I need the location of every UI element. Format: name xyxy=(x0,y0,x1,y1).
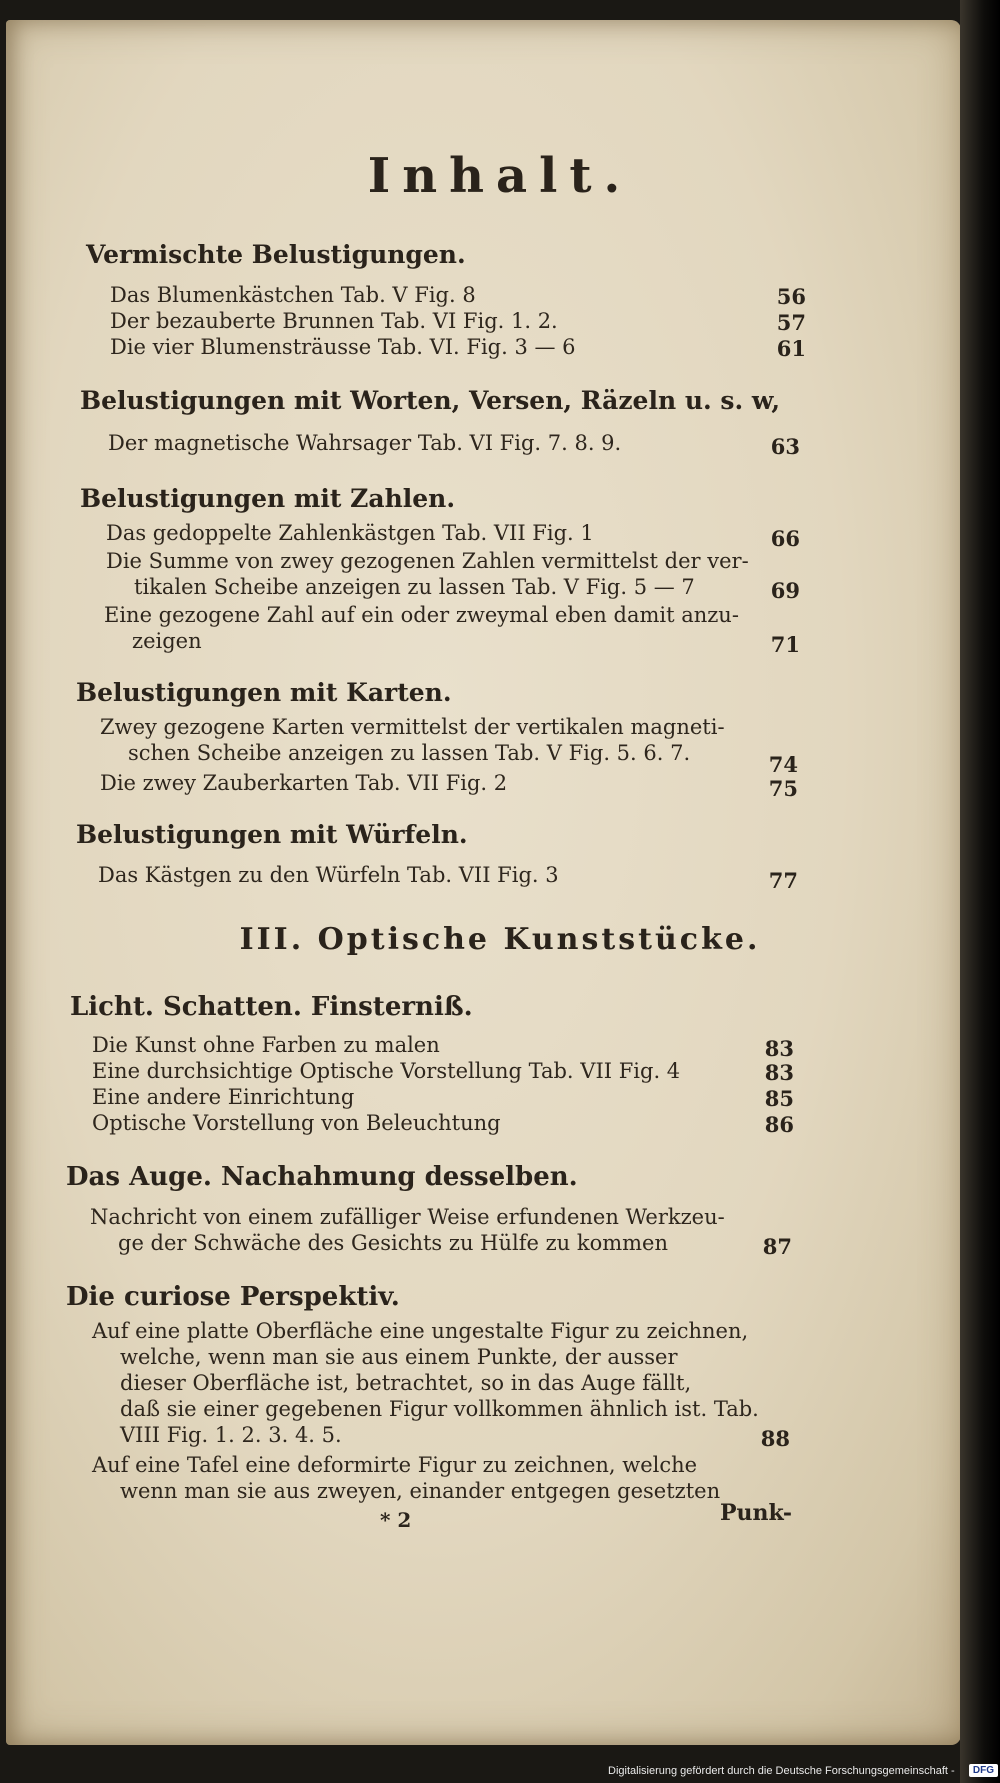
toc-entry xyxy=(106,520,594,546)
section-heading: Die curiose Perspektiv. xyxy=(66,1282,400,1312)
entry-text: Eine durchsichtige Optische Vorstellung Tab. VII Fig. 4 xyxy=(92,1059,681,1083)
page-number: 87 xyxy=(762,1234,792,1259)
entry-text-line: wenn man sie aus zweyen, einander entgegen gesetzten xyxy=(120,1479,721,1503)
toc-entry xyxy=(104,602,739,654)
toc-entry xyxy=(106,548,749,600)
section-heading: Belustigungen mit Zahlen. xyxy=(80,484,456,513)
page-number: 66 xyxy=(770,526,800,551)
entry-text: Das gedoppelte Zahlenkästgen Tab. VII Fig. 1 xyxy=(106,521,594,545)
entry-text: Die zwey Zauberkarten Tab. VII Fig. 2 xyxy=(100,771,508,795)
entry-text-line: Die Summe von zwey gezogenen Zahlen vermittelst der ver- xyxy=(106,549,749,573)
toc-entry xyxy=(100,770,507,796)
toc-entry xyxy=(92,1084,354,1110)
page-number: 86 xyxy=(764,1112,794,1137)
toc-entry xyxy=(92,1058,680,1084)
section-heading: Das Auge. Nachahmung desselben. xyxy=(66,1162,578,1192)
toc-entry xyxy=(92,1110,501,1136)
catchword: Punk- xyxy=(720,1500,793,1526)
entry-text-line: Eine gezogene Zahl auf ein oder zweymal eben damit anzu- xyxy=(104,603,739,627)
entry-text: Optische Vorstellung von Beleuchtung xyxy=(92,1111,501,1135)
page-number: 63 xyxy=(770,434,800,459)
entry-text-line: zeigen xyxy=(132,629,202,653)
page-number: 69 xyxy=(770,578,800,603)
page-number: 56 xyxy=(776,284,806,309)
entry-text-line: daß sie einer gegebenen Figur vollkommen ähnlich ist. Tab. xyxy=(120,1397,759,1421)
entry-text-line: Auf eine Tafel eine deformirte Figur zu zeichnen, welche xyxy=(92,1453,698,1477)
toc-entry xyxy=(110,334,576,360)
page-number: 61 xyxy=(776,336,806,361)
entry-text-line: Nachricht von einem zufälliger Weise erfundenen Werkzeu- xyxy=(90,1205,725,1229)
toc-entry xyxy=(98,862,559,888)
section-heading: Belustigungen mit Würfeln. xyxy=(76,820,468,849)
entry-text-line: schen Scheibe anzeigen zu lassen Tab. V Fig. 5. 6. 7. xyxy=(128,741,691,765)
entry-text: Die Kunst ohne Farben zu malen xyxy=(92,1033,440,1057)
toc-entry xyxy=(100,714,725,766)
entry-text-line: Auf eine platte Oberfläche eine ungestalte Figur zu zeichnen, xyxy=(92,1319,749,1343)
entry-text: Der magnetische Wahrsager Tab. VI Fig. 7. 8. 9. xyxy=(108,431,622,455)
entry-text-line: Zwey gezogene Karten vermittelst der vertikalen magneti- xyxy=(100,715,725,739)
book-edge xyxy=(960,0,1000,1783)
entry-text: Die vier Blumensträusse Tab. VI. Fig. 3 — 6 xyxy=(110,335,576,359)
section-heading: Vermischte Belustigungen. xyxy=(86,240,466,269)
entry-text-line: VIII Fig. 1. 2. 3. 4. 5. xyxy=(120,1423,342,1447)
dfg-logo: DFG xyxy=(969,1764,998,1777)
toc-entry xyxy=(108,430,621,456)
entry-text: Der bezauberte Brunnen Tab. VI Fig. 1. 2. xyxy=(110,309,558,333)
entry-text-line: tikalen Scheibe anzeigen zu lassen Tab. V Fig. 5 — 7 xyxy=(134,575,695,599)
entry-text: Eine andere Einrichtung xyxy=(92,1085,355,1109)
page-number: 77 xyxy=(768,868,798,893)
page-number: 71 xyxy=(770,632,800,657)
signature-mark: * 2 xyxy=(380,1508,412,1532)
toc-entry xyxy=(110,282,476,308)
section-heading: Belustigungen mit Worten, Versen, Räzeln u. s. w, xyxy=(80,386,781,415)
toc-entry xyxy=(90,1204,725,1256)
digitization-credit-text: Digitalisierung gefördert durch die Deutsche Forschungsgemeinschaft - xyxy=(608,1765,955,1777)
page-number: 75 xyxy=(768,776,798,801)
page-number: 74 xyxy=(768,752,798,777)
page-title: Inhalt. xyxy=(367,148,633,204)
entry-text: Das Kästgen zu den Würfeln Tab. VII Fig. 3 xyxy=(98,863,559,887)
page-number: 83 xyxy=(764,1060,794,1085)
toc-entry xyxy=(92,1032,440,1058)
page-number: 83 xyxy=(764,1036,794,1061)
digitization-credit xyxy=(608,1761,1000,1783)
entry-text-line: ge der Schwäche des Gesichts zu Hülfe zu kommen xyxy=(118,1231,668,1255)
toc-entry xyxy=(92,1318,759,1448)
section-heading: Belustigungen mit Karten. xyxy=(76,678,452,707)
entry-text-line: welche, wenn man sie aus einem Punkte, der ausser xyxy=(120,1345,678,1369)
page-number: 57 xyxy=(776,310,806,335)
toc-entry xyxy=(92,1452,720,1504)
part-heading: III. Optische Kunststücke. xyxy=(239,922,761,957)
page-number: 88 xyxy=(760,1426,790,1451)
page-number: 85 xyxy=(764,1086,794,1111)
entry-text-line: dieser Oberfläche ist, betrachtet, so in das Auge fällt, xyxy=(120,1371,692,1395)
toc-entry xyxy=(110,308,558,334)
section-heading: Licht. Schatten. Finsterniß. xyxy=(70,992,473,1022)
entry-text: Das Blumenkästchen Tab. V Fig. 8 xyxy=(110,283,476,307)
